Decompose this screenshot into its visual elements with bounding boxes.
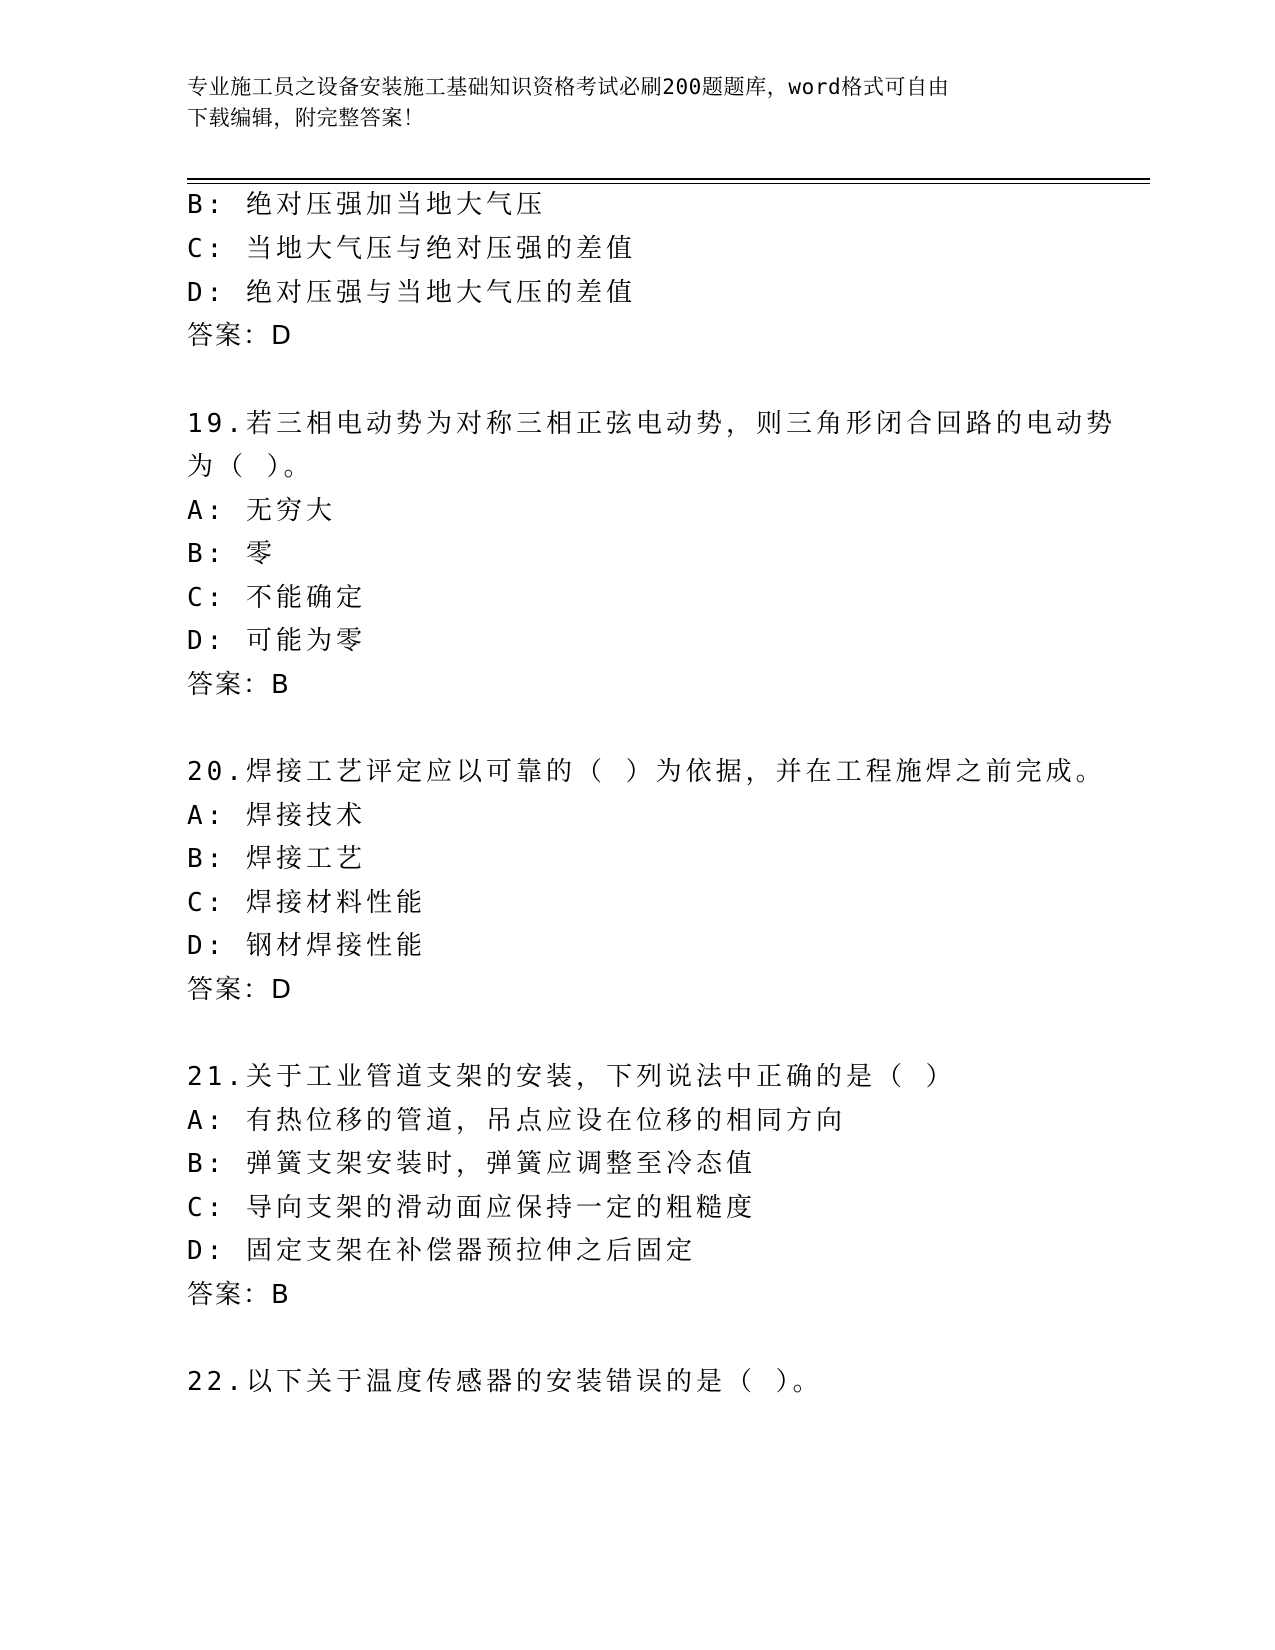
q21-option-b: B: 弹簧支架安装时，弹簧应调整至冷态值	[187, 1149, 756, 1179]
q19-answer: 答案：B	[187, 670, 291, 700]
q18-option-b: B: 绝对压强加当地大气压	[187, 190, 546, 220]
q20-option-b: B: 焊接工艺	[187, 844, 366, 874]
q20-option-d: D: 钢材焊接性能	[187, 931, 426, 961]
q21-stem: 21.关于工业管道支架的安装，下列说法中正确的是（ ）	[187, 1062, 956, 1092]
q21-answer: 答案：B	[187, 1280, 291, 1310]
q18-option-c: C: 当地大气压与绝对压强的差值	[187, 234, 636, 264]
q21-option-c: C: 导向支架的滑动面应保持一定的粗糙度	[187, 1193, 756, 1223]
q21-option-a: A: 有热位移的管道，吊点应设在位移的相同方向	[187, 1106, 846, 1136]
header-line-2: 下载编辑，附完整答案！	[187, 106, 425, 130]
q20-option-c: C: 焊接材料性能	[187, 888, 426, 918]
header-rule-thick	[187, 178, 1150, 180]
header-line-1: 专业施工员之设备安装施工基础知识资格考试必刷200题题库，word格式可自由	[187, 75, 950, 99]
q19-stem-line-2: 为（ ）。	[187, 452, 314, 482]
q20-option-a: A: 焊接技术	[187, 801, 366, 831]
q19-option-d: D: 可能为零	[187, 626, 366, 656]
q18-option-d: D: 绝对压强与当地大气压的差值	[187, 278, 636, 308]
header-rule-thin	[187, 183, 1150, 184]
q21-option-d: D: 固定支架在补偿器预拉伸之后固定	[187, 1236, 696, 1266]
q19-stem-line-1: 19.若三相电动势为对称三相正弦电动势，则三角形闭合回路的电动势	[187, 409, 1116, 439]
q19-option-a: A: 无穷大	[187, 496, 336, 526]
q19-option-c: C: 不能确定	[187, 583, 366, 613]
q20-answer: 答案：D	[187, 975, 294, 1005]
q19-option-b: B: 零	[187, 539, 276, 569]
page-header	[187, 72, 1087, 134]
q20-stem: 20.焊接工艺评定应以可靠的（ ）为依据，并在工程施焊之前完成。	[187, 757, 1106, 787]
q22-stem: 22.以下关于温度传感器的安装错误的是（ ）。	[187, 1367, 823, 1397]
q18-answer: 答案：D	[187, 321, 294, 351]
